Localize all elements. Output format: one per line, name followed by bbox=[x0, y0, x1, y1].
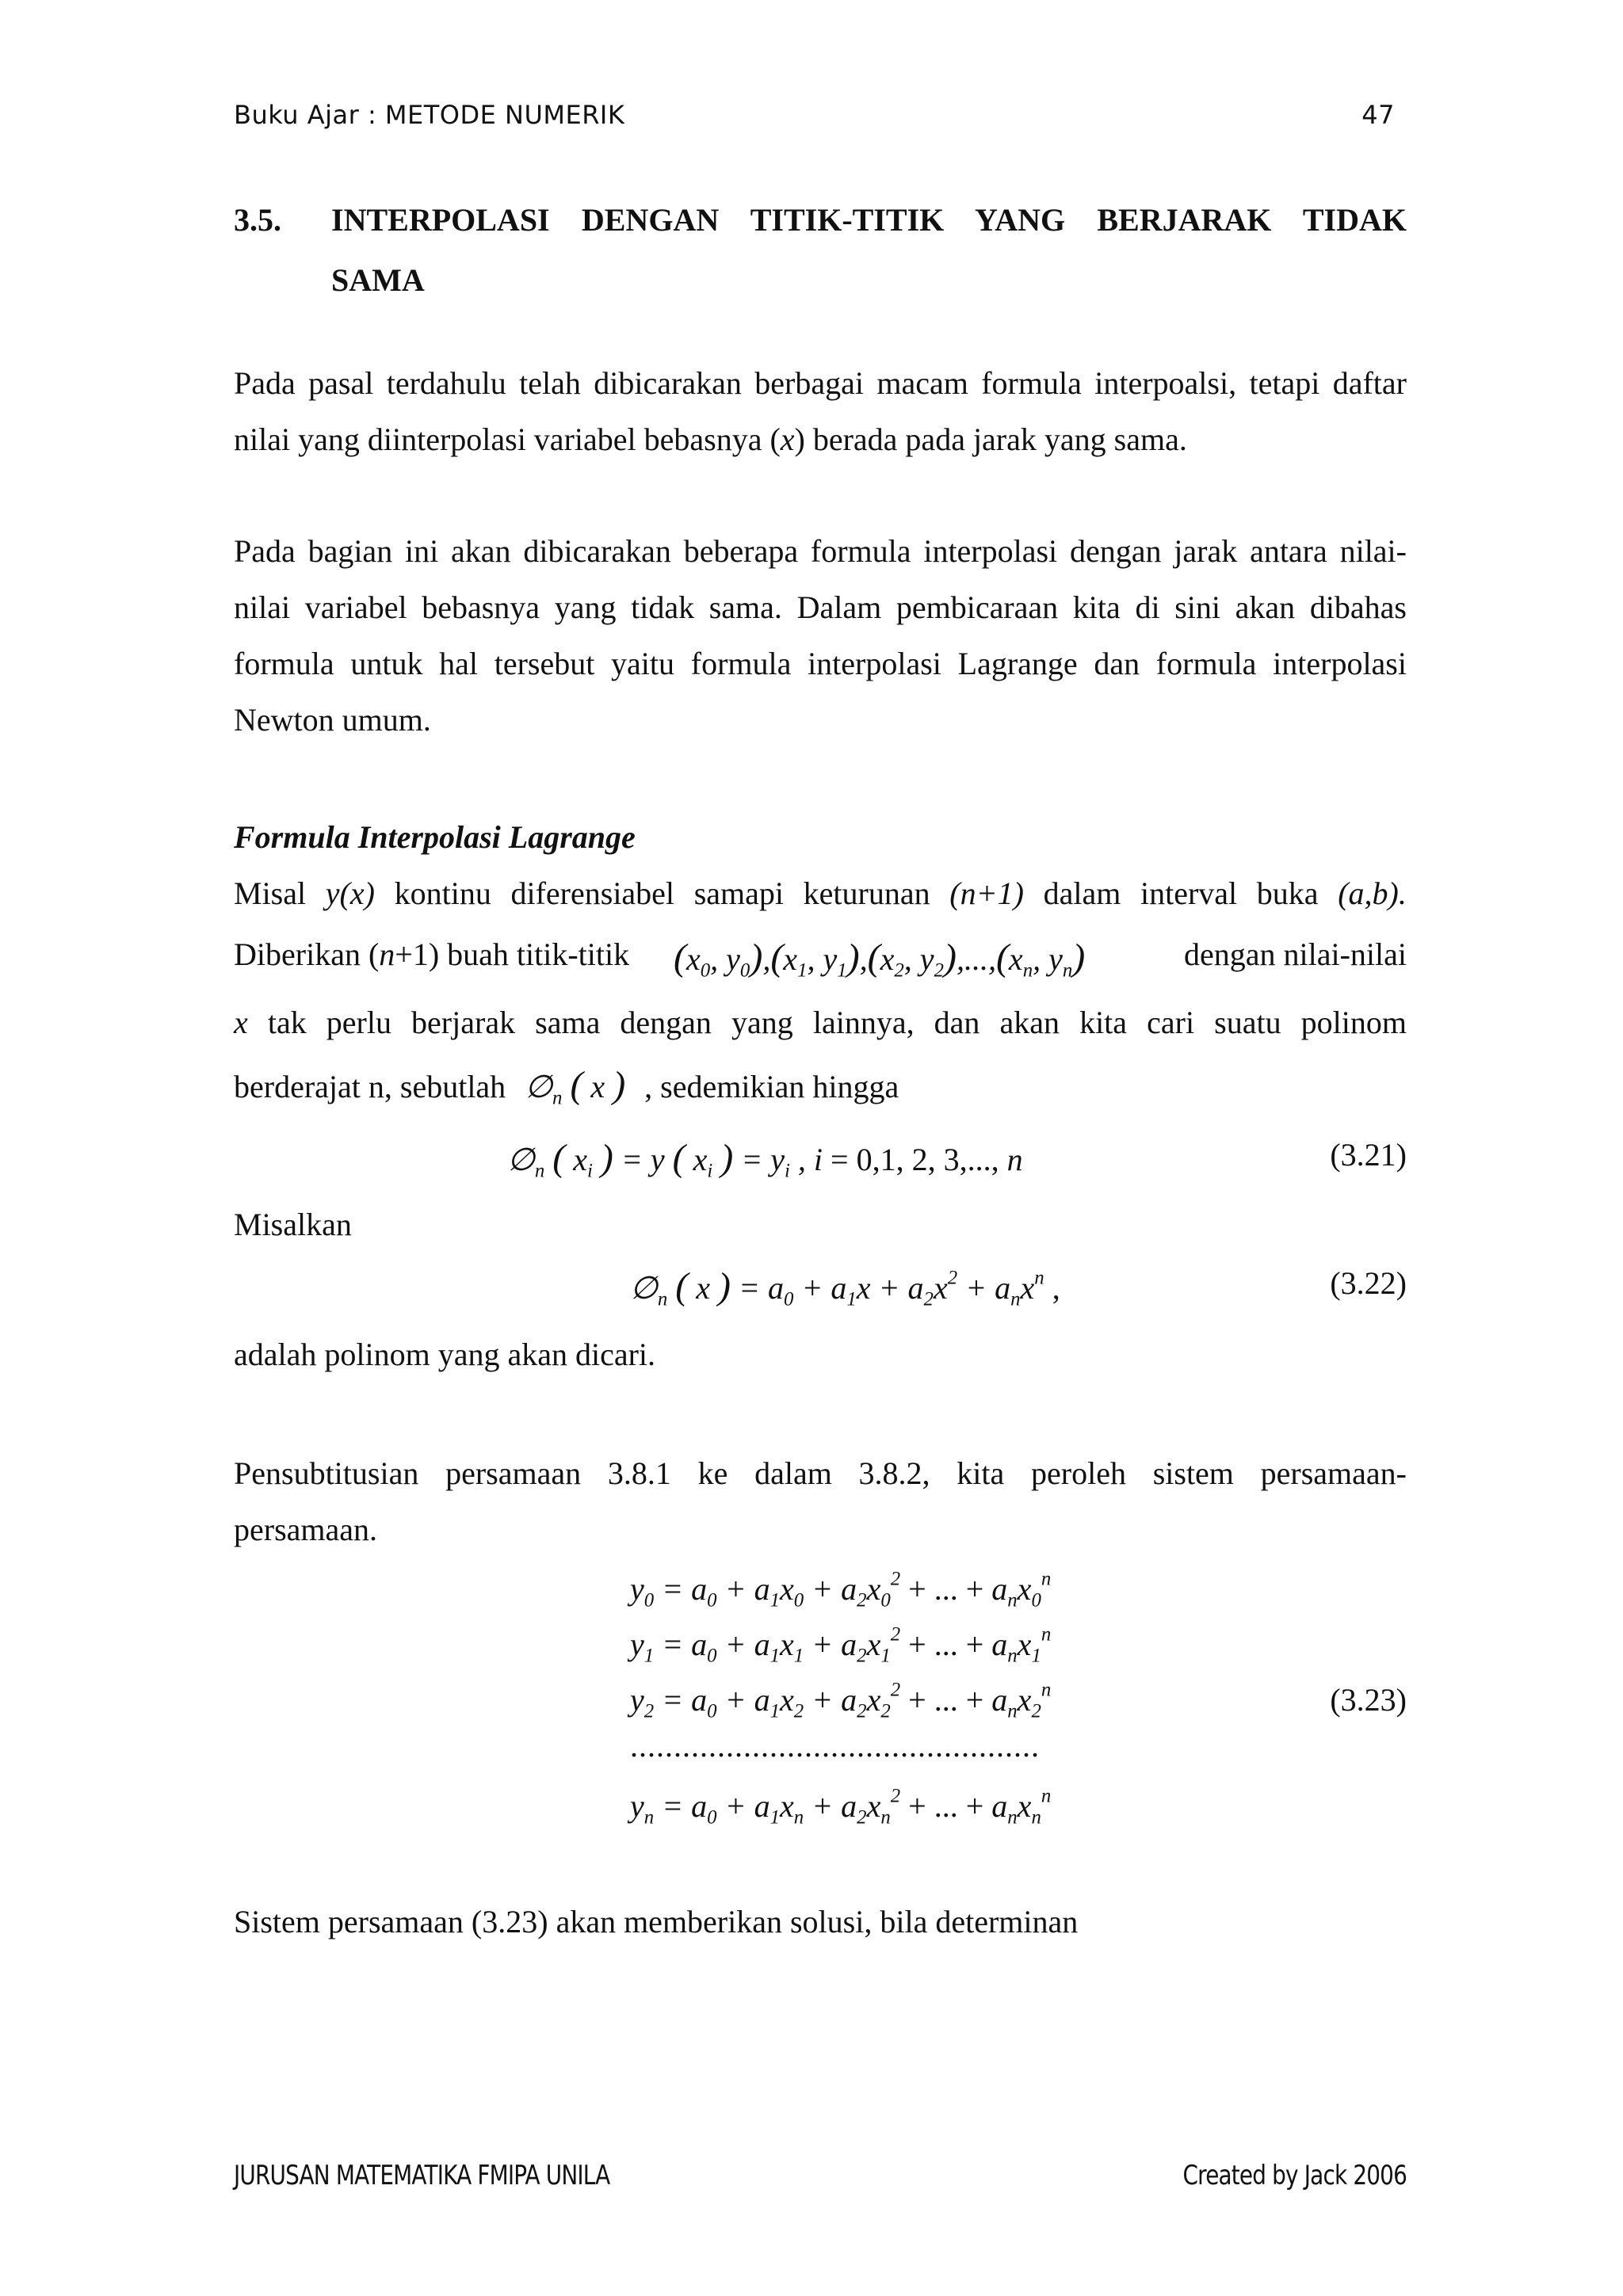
equation-3-21: $\emptyset_n$ ( $x_i$ ) = y ( $x_i$ ) = $y_i$ , i = 0,1, 2, 3,..., n bbox=[507, 1137, 1023, 1182]
pensubstitusian-line1: Pensubtitusian persamaan 3.8.1 ke dalam 3.8.2, kita peroleh sistem persamaan- bbox=[234, 1455, 1407, 1491]
equation-3-22: $\emptyset_n$ ( x ) = $a_0 + a_1x + a_2x^2 + a_nx^n$ , bbox=[630, 1265, 1060, 1310]
subheading-lagrange: Formula Interpolasi Lagrange bbox=[234, 819, 636, 855]
diberikan-post: dengan nilai-nilai bbox=[1183, 936, 1407, 972]
berderajat-pre: berderajat n, sebutlah bbox=[234, 1069, 506, 1104]
equation-3-23-row-1: $y_1 = a_0 + a_1x_1 + a_2x_1^2$ + ... + $a_nx_1^n$ bbox=[630, 1623, 1052, 1667]
misal-word: buka bbox=[1256, 875, 1319, 911]
equation-number-3-22: (3.22) bbox=[1330, 1265, 1407, 1301]
paragraph-1-var-x: x bbox=[780, 421, 795, 457]
footer-department: JURUSAN MATEMATIKA FMIPA UNILA bbox=[234, 2160, 610, 2191]
misal-word: keturunan bbox=[803, 875, 930, 911]
misal-word: dalam bbox=[1043, 875, 1121, 911]
section-title-line1: INTERPOLASI DENGAN TITIK-TITIK YANG BERJARAK TIDAK bbox=[331, 202, 1407, 238]
berderajat-line bbox=[234, 1063, 1407, 1107]
section-title-line2: SAMA bbox=[331, 262, 425, 298]
misal-n-plus-1: (n+1) bbox=[949, 875, 1024, 911]
paragraph-2-line2: nilai variabel bebasnya yang tidak sama. Dalam pembicaraan kita di sini akan dibahas bbox=[234, 589, 1407, 625]
diberikan-pre-b: +1) buah titik-titik bbox=[395, 936, 630, 972]
x-line-text bbox=[234, 994, 1407, 1051]
equation-number-3-23: (3.23) bbox=[1330, 1682, 1407, 1718]
paragraph-1-line2 bbox=[234, 411, 1407, 467]
x-line bbox=[234, 994, 1407, 1051]
diberikan-pre bbox=[234, 936, 629, 972]
equation-3-23-dots: ............................................... bbox=[630, 1728, 1040, 1764]
phi-n-x: $\emptyset_n$ ( x ) bbox=[525, 1064, 626, 1109]
misal-word: Misal bbox=[234, 875, 307, 911]
misalkan: Misalkan bbox=[234, 1207, 352, 1242]
berderajat-post: , sedemikian hingga bbox=[644, 1069, 899, 1104]
misal-word: diferensiabel bbox=[510, 875, 675, 911]
section-number: 3.5. bbox=[234, 202, 281, 238]
paragraph-2-line4: Newton umum. bbox=[234, 702, 431, 738]
equation-3-23-row-2: $y_2 = a_0 + a_1x_2 + a_2x_2^2$ + ... + $a_nx_2^n$ bbox=[630, 1679, 1052, 1722]
paragraph-1-line2-a: nilai yang diinterpolasi variabel bebasnya ( bbox=[234, 421, 781, 457]
misal-word: interval bbox=[1140, 875, 1238, 911]
equation-3-23-row-0: $y_0 = a_0 + a_1x_0 + a_2x_0^2$ + ... + $a_nx_0^n$ bbox=[630, 1568, 1052, 1611]
footer-credit: Created by Jack 2006 bbox=[1182, 2160, 1407, 2191]
paragraph-2-line1: Pada bagian ini akan dibicarakan beberapa formula interpolasi dengan jarak antara nilai- bbox=[234, 533, 1407, 569]
page-number: 47 bbox=[1361, 100, 1395, 130]
points-expression: ($x_0$, $y_0),(x_1$, $y_1),(x_2$, $y_2),...,(x_n$, $y_n$) bbox=[674, 936, 1086, 982]
paragraph-1-line2-b: ) berada pada jarak yang sama. bbox=[794, 421, 1187, 457]
paragraph-2-line3: formula untuk hal tersebut yaitu formula interpolasi Lagrange dan formula interpolasi bbox=[234, 646, 1407, 681]
paragraph-1 bbox=[234, 355, 1407, 467]
misal-ab: (a,b). bbox=[1338, 875, 1407, 911]
misal-yx: y(x) bbox=[325, 875, 375, 911]
x-line-var: x bbox=[234, 1005, 248, 1040]
equation-3-23-row-n: $y_n = a_0 + a_1x_n + a_2x_n^2$ + ... + $a_nx_n^n$ bbox=[630, 1785, 1052, 1829]
x-line-body: tak perlu berjarak sama dengan yang lainnya, dan akan kita cari suatu polinom bbox=[267, 1005, 1407, 1040]
diberikan-n: n bbox=[379, 936, 395, 972]
sistem-line: Sistem persamaan (3.23) akan memberikan solusi, bila determinan bbox=[234, 1904, 1079, 1939]
adalah-line: adalah polinom yang akan dicari. bbox=[234, 1337, 656, 1372]
misal-line bbox=[234, 875, 1407, 912]
paragraph-2 bbox=[234, 523, 1407, 748]
pensubstitusian-line2: persamaan. bbox=[234, 1512, 378, 1547]
diberikan-pre-a: Diberikan ( bbox=[234, 936, 380, 972]
running-header-title: Buku Ajar : METODE NUMERIK bbox=[234, 100, 625, 130]
misal-word: kontinu bbox=[394, 875, 491, 911]
paragraph-1-line1: Pada pasal terdahulu telah dibicarakan berbagai macam formula interpoalsi, tetapi daftar bbox=[234, 365, 1407, 401]
pensubstitusian-paragraph bbox=[234, 1445, 1407, 1558]
misal-word: samapi bbox=[693, 875, 785, 911]
diberikan-line bbox=[234, 936, 1407, 982]
equation-number-3-21: (3.21) bbox=[1330, 1137, 1407, 1173]
